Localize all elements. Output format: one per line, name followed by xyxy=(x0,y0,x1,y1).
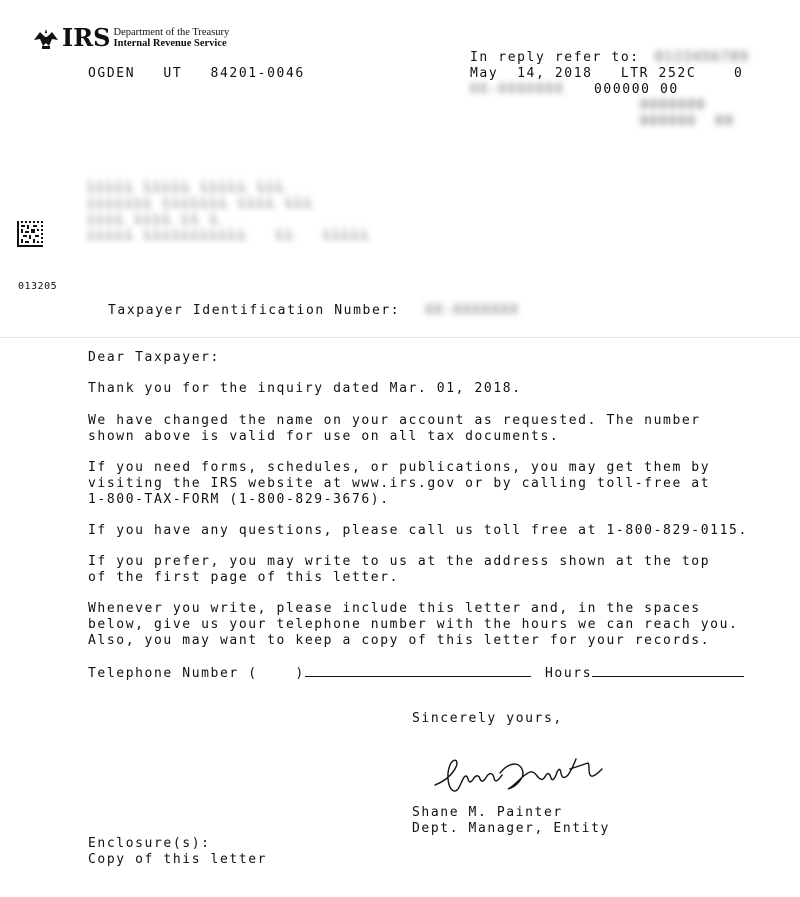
telephone-field[interactable] xyxy=(305,664,531,677)
reply-number: 0123456789 xyxy=(655,50,750,65)
paragraph-inquiry: Thank you for the inquiry dated Mar. 01, 2018. xyxy=(88,381,522,396)
address-line-2: LLLLLLL LLLLLLL LLLL LLL xyxy=(88,196,315,211)
signature xyxy=(430,745,610,797)
signer-name: Shane M. Painter xyxy=(412,805,563,820)
address-line-1: LLLLL LLLLL LLLLL LLL xyxy=(88,180,286,195)
paragraph-questions: If you have any questions, please call us toll free at 1-800-829-0115. xyxy=(88,523,748,538)
telephone-row xyxy=(88,664,531,681)
irs-wordmark: IRS xyxy=(62,23,111,52)
paragraph-name-change-line-2: shown above is valid for use on all tax documents. xyxy=(88,429,560,444)
enclosure-item: Copy of this letter xyxy=(88,852,268,867)
hours-label: Hours xyxy=(545,666,593,681)
irs-logo xyxy=(32,23,230,52)
signer-title: Dept. Manager, Entity xyxy=(412,821,610,836)
paragraph-forms-line-3: 1-800-TAX-FORM (1-800-829-3676). xyxy=(88,492,390,507)
blurred-ref-2: 000000 00 xyxy=(640,114,735,129)
enclosure-label: Enclosure(s): xyxy=(88,836,211,851)
paragraph-name-change-line-1: We have changed the name on your account as requested. The number xyxy=(88,413,701,428)
hours-field[interactable] xyxy=(592,664,744,677)
paragraph-write-line-2: of the first page of this letter. xyxy=(88,570,400,585)
paragraph-write-line-1: If you prefer, you may write to us at the address shown at the top xyxy=(88,554,711,569)
blurred-tin: XX-XXXXXXX xyxy=(470,82,565,97)
telephone-label: Telephone Number ( ) xyxy=(88,666,305,681)
paragraph-forms-line-1: If you need forms, schedules, or publications, you may get them by xyxy=(88,460,711,475)
reply-label: In reply refer to: xyxy=(470,50,640,65)
paragraph-include-line-3: Also, you may want to keep a copy of this letter for your records. xyxy=(88,633,711,648)
barcode-number: 013205 xyxy=(18,281,58,292)
department-label: Department of the Treasury xyxy=(113,27,230,38)
hours-row xyxy=(545,664,744,681)
department-name xyxy=(114,27,230,49)
address-line-3: LLLL LLLL LL L xyxy=(88,212,220,227)
datamatrix-barcode xyxy=(17,221,43,247)
office-location: OGDEN UT 84201-0046 xyxy=(88,66,305,81)
closing-sincerely: Sincerely yours, xyxy=(412,711,563,726)
irs-eagle-icon xyxy=(32,26,60,50)
paragraph-include-line-2: below, give us your telephone number with the hours we can reach you. xyxy=(88,617,739,632)
fold-divider xyxy=(0,337,800,338)
tin-value: XX-XXXXXXX xyxy=(425,303,520,318)
letter-code-line: 000000 00 xyxy=(594,82,679,97)
address-line-4: LLLLL LLLLLLLLLLL LL LLLLL xyxy=(88,228,371,243)
paragraph-include-line-1: Whenever you write, please include this letter and, in the spaces xyxy=(88,601,701,616)
tin-label: Taxpayer Identification Number: xyxy=(108,303,401,318)
service-label: Internal Revenue Service xyxy=(113,38,227,49)
letter-date-line: May 14, 2018 LTR 252C 0 xyxy=(470,66,744,81)
salutation: Dear Taxpayer: xyxy=(88,350,220,365)
blurred-ref-1: 0000000 xyxy=(640,98,706,113)
paragraph-forms-line-2: visiting the IRS website at www.irs.gov or by calling toll-free at xyxy=(88,476,711,491)
